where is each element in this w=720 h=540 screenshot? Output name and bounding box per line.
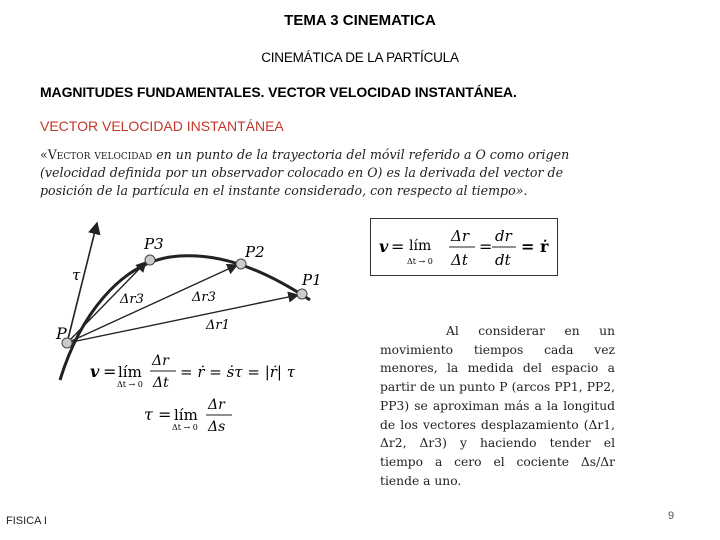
quote-lead: «Vector velocidad [40,147,153,162]
velocity-definition-box [370,218,558,276]
section-heading: MAGNITUDES FUNDAMENTALES. VECTOR VELOCIDAD INSTANTÁNEA. [40,84,517,100]
svg-text:Δr: Δr [152,353,169,369]
svg-text:lím: lím [118,363,142,381]
svg-text:v: v [90,362,100,381]
paragraph-text: Al considerar en un movimiento tiempos cada vez menores, la medida del espacio a partir de un punto P (arcos PP1, PP2, PP3) se aproximan más a la longitud de los vectores desplazamiento (Δr1, Δr2, Δr3) y haciendo tender el tiempo a cero el cociente Δs/Δr tiende a uno. [380,324,615,488]
svg-text:= ṙ: = ṙ [521,237,549,256]
svg-text:Δt → 0: Δt → 0 [407,257,433,266]
label-p: P [56,324,67,343]
svg-text:dt: dt [495,251,511,269]
slide-title: TEMA 3 CINEMATICA [284,12,436,29]
svg-text:Δt → 0: Δt → 0 [172,423,198,432]
page-number: 9 [668,510,675,522]
point-p3 [145,255,155,265]
svg-text:=: = [479,237,493,256]
explanation-paragraph [380,322,615,490]
svg-text:v: v [379,237,389,256]
trajectory-diagram [40,205,340,455]
svg-text:Δt: Δt [153,375,169,391]
subsection-heading: VECTOR VELOCIDAD INSTANTÁNEA [40,118,284,134]
svg-text:=: = [158,405,172,424]
svg-text:τ: τ [144,405,153,424]
displacement-vector-1 [67,295,298,343]
svg-text:Δt → 0: Δt → 0 [117,380,143,389]
label-dr1: Δr1 [206,318,230,333]
svg-text:Δs: Δs [208,419,226,435]
svg-text:Δr: Δr [451,227,470,245]
label-p1: P1 [302,271,322,289]
label-dr3-a: Δr3 [120,292,144,307]
quote-rest: en un punto de la trayectoria del móvil referido a O como origen (velocidad definida por un observador colocado en O) es la derivada del vector de posición de la partícula en el instante considerado, con respecto al tiempo». [40,147,570,198]
svg-text:=: = [391,237,405,256]
footer-label: FISICA I [6,515,47,527]
definition-quote [40,146,600,200]
svg-text:=: = [103,362,117,381]
label-tau: τ [72,266,81,284]
svg-text:= ṙ = ṡτ = |ṙ| τ: = ṙ = ṡτ = |ṙ| τ [180,363,296,381]
label-dr3-b: Δr3 [192,290,216,305]
svg-text:lím: lím [409,238,432,254]
label-p3: P3 [144,235,164,253]
svg-text:lím: lím [174,406,198,424]
slide-subtitle: CINEMÁTICA DE LA PARTÍCULA [261,50,459,65]
tangent-formula [144,397,232,435]
label-p2: P2 [245,243,265,261]
svg-text:Δt: Δt [451,251,468,269]
velocity-formula [90,353,296,391]
svg-text:Δr: Δr [208,397,225,413]
svg-text:dr: dr [495,227,512,245]
boxed-formula [371,219,557,275]
point-p1 [297,289,307,299]
